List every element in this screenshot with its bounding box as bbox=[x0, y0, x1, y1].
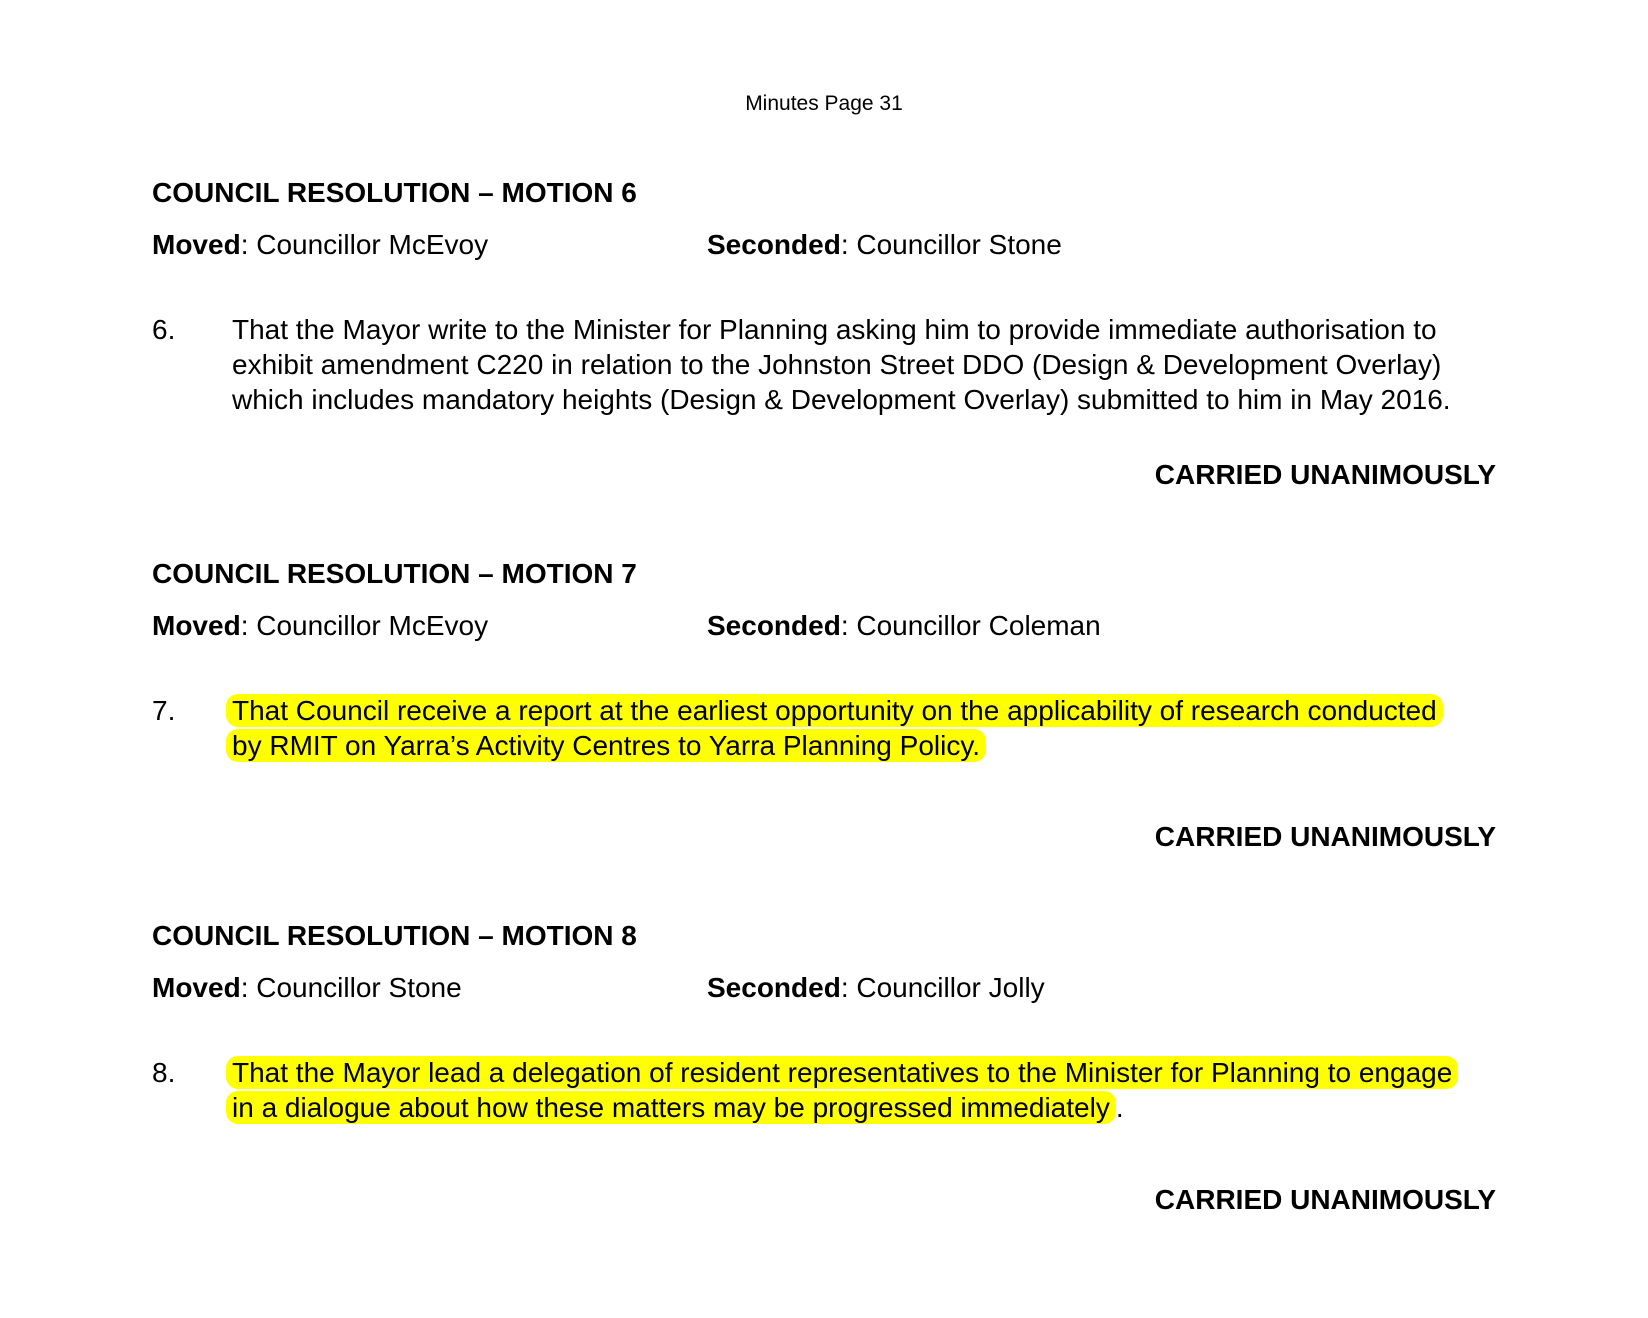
highlighted-text: That the Mayor lead a delegation of resident representatives to the Minister for Planning to engage in a dialogue about how these matters may be progressed immediately bbox=[226, 1056, 1458, 1124]
motion-title: COUNCIL RESOLUTION – MOTION 6 bbox=[152, 177, 637, 208]
item-text bbox=[232, 693, 1472, 763]
moved-by bbox=[152, 971, 462, 1005]
mover-row bbox=[152, 228, 1502, 264]
motion-item bbox=[152, 693, 1502, 763]
moved-label: Moved bbox=[152, 610, 241, 641]
seconded-name: : Councillor Stone bbox=[840, 229, 1062, 260]
seconded-name: : Councillor Coleman bbox=[840, 610, 1101, 641]
seconded-by bbox=[707, 228, 1062, 262]
mover-row bbox=[152, 609, 1502, 645]
seconded-label: Seconded bbox=[707, 229, 841, 260]
moved-by bbox=[152, 228, 488, 262]
seconded-label: Seconded bbox=[707, 972, 841, 1003]
item-text-tail: . bbox=[1115, 1092, 1124, 1123]
item-text: That the Mayor write to the Minister for Planning asking him to provide immediate authorisation to exhibit amendment C220 in relation to the Johnston Street DDO (Design & Development Overlay) which includes mandatory heights (Design & Development Overlay) submitted to him in May 2016. bbox=[232, 314, 1451, 415]
moved-name: : Councillor McEvoy bbox=[240, 229, 489, 260]
moved-name: : Councillor Stone bbox=[240, 972, 462, 1003]
moved-name: : Councillor McEvoy bbox=[240, 610, 489, 641]
moved-by bbox=[152, 609, 488, 643]
moved-label: Moved bbox=[152, 229, 241, 260]
mover-row bbox=[152, 971, 1502, 1007]
item-number: 8. bbox=[152, 1057, 176, 1088]
page-header: Minutes Page 31 bbox=[745, 92, 903, 115]
seconded-label: Seconded bbox=[707, 610, 841, 641]
motion-item bbox=[152, 1055, 1502, 1125]
item-number: 7. bbox=[152, 695, 176, 726]
motion-8 bbox=[152, 919, 1502, 1125]
carried-unanimously-7: CARRIED UNANIMOUSLY bbox=[1154, 821, 1496, 852]
seconded-by bbox=[707, 971, 1045, 1005]
highlighted-text: That Council receive a report at the earliest opportunity on the applicability of research conducted by RMIT on Yarra’s Activity Centres to Yarra Planning Policy. bbox=[226, 694, 1443, 762]
motion-7 bbox=[152, 557, 1502, 763]
item-text bbox=[232, 1055, 1472, 1125]
motion-title: COUNCIL RESOLUTION – MOTION 7 bbox=[152, 558, 637, 589]
motion-title: COUNCIL RESOLUTION – MOTION 8 bbox=[152, 920, 637, 951]
carried-unanimously-6: CARRIED UNANIMOUSLY bbox=[1154, 459, 1496, 490]
motion-item bbox=[152, 312, 1502, 417]
seconded-by bbox=[707, 609, 1101, 643]
motion-6 bbox=[152, 176, 1502, 417]
carried-unanimously-8: CARRIED UNANIMOUSLY bbox=[1154, 1184, 1496, 1215]
moved-label: Moved bbox=[152, 972, 241, 1003]
seconded-name: : Councillor Jolly bbox=[840, 972, 1045, 1003]
item-number: 6. bbox=[152, 314, 176, 345]
